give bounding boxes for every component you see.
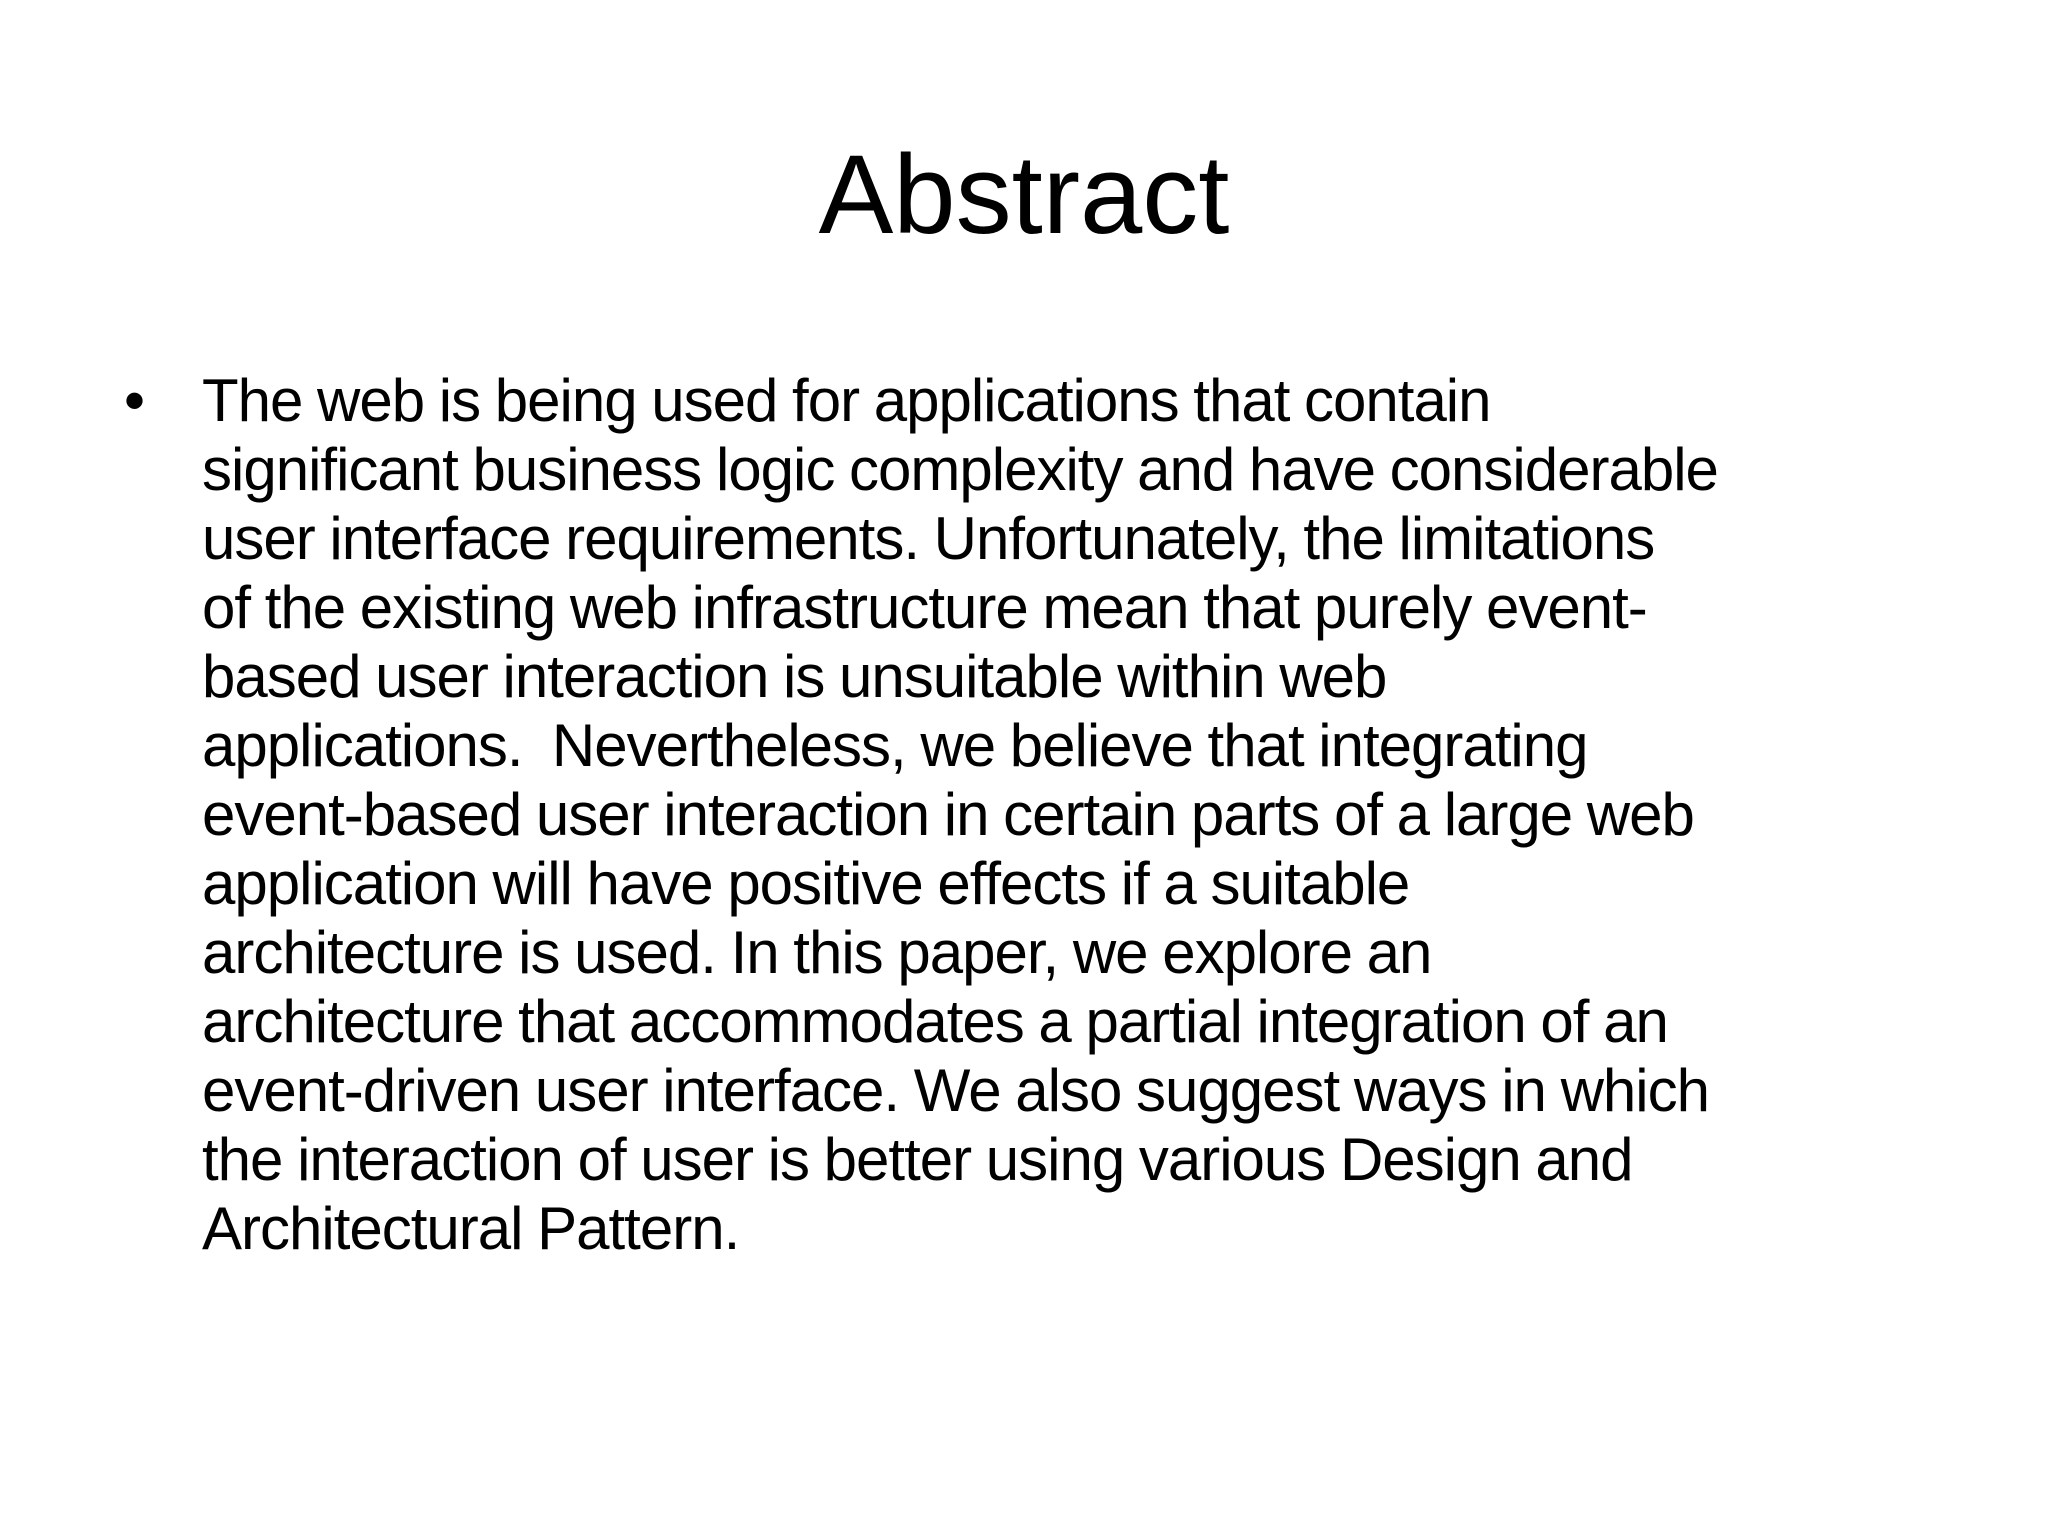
bullet-item <box>120 366 1940 1263</box>
paragraph-line: event-based user interaction in certain parts of a large web <box>202 781 1694 848</box>
paragraph-line: of the existing web infrastructure mean that purely event- <box>202 574 1647 641</box>
slide-title: Abstract <box>818 132 1230 257</box>
bullet-marker: • <box>124 367 145 434</box>
paragraph-line: architecture is used. In this paper, we explore an <box>202 919 1432 986</box>
paragraph-line: significant business logic complexity and have considerable <box>202 436 1718 503</box>
paragraph-line: the interaction of user is better using various Design and <box>202 1126 1633 1193</box>
paragraph-line: event-driven user interface. We also suggest ways in which <box>202 1057 1709 1124</box>
paragraph-line: The web is being used for applications that contain <box>202 367 1491 434</box>
paragraph-line: based user interaction is unsuitable within web <box>202 643 1387 710</box>
bullet-list <box>120 366 1940 1263</box>
paragraph-line: application will have positive effects if a suitable <box>202 850 1410 917</box>
paragraph-line: Architectural Pattern. <box>202 1195 740 1262</box>
paragraph-line: architecture that accommodates a partial integration of an <box>202 988 1668 1055</box>
paragraph-line: user interface requirements. Unfortunately, the limitations <box>202 505 1655 572</box>
paragraph-line: applications. Nevertheless, we believe that integrating <box>202 712 1588 779</box>
